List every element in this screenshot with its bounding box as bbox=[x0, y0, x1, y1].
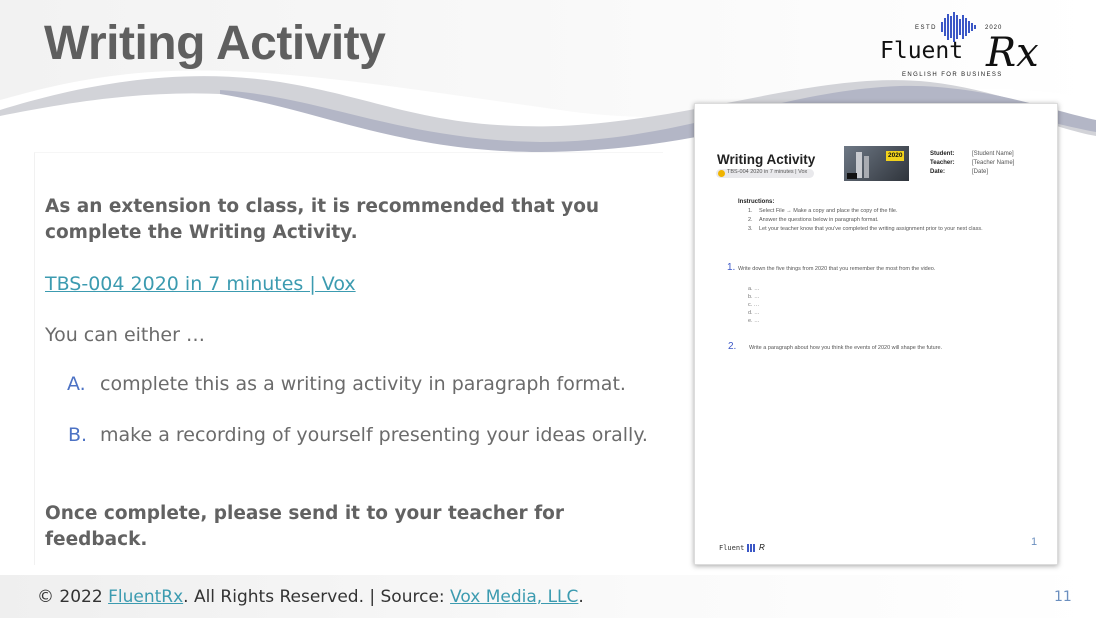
worksheet-badge: TBS-004 2020 in 7 minutes | Vox bbox=[716, 169, 814, 178]
slide-title: Writing Activity bbox=[44, 17, 386, 70]
video-thumbnail-image bbox=[844, 146, 909, 181]
option-b-text: make a recording of yourself presenting your ideas orally. bbox=[100, 424, 648, 446]
badge-dot-icon bbox=[718, 170, 725, 177]
svg-text:ENGLISH FOR BUSINESS: ENGLISH FOR BUSINESS bbox=[902, 72, 1003, 78]
option-a-marker: A. bbox=[67, 373, 86, 395]
content-panel bbox=[34, 152, 663, 565]
either-text: You can either … bbox=[45, 324, 205, 346]
intro-text: As an extension to class, it is recommended that you complete the Writing Activity. bbox=[45, 196, 600, 243]
video-label-box: 2020 bbox=[888, 152, 903, 159]
svg-text:Fluent: Fluent bbox=[880, 38, 964, 64]
slide-page-number: 11 bbox=[1054, 589, 1072, 605]
worksheet-thumbnail[interactable]: Writing Activity TBS-004 2020 in 7 minutes | Vox 2020 Student: Teacher: Date: [Student Name] [Teacher Name] [Date] Instructions: 1. Select File → Make a copy and place the copy of the file. 2. Answer the questions below in paragraph format. 3. Let your teacher know that you've completed the writing assignment prior to your next class. 1. Write down the five things from 2020 that you remember the most from the video. a. … b. … c. … d. … e. … 2. Write a paragraph about how you think the events of 2020 will shape the future. Fluent R 1 bbox=[694, 103, 1058, 565]
svg-text:Rx: Rx bbox=[986, 30, 1039, 76]
svg-text:2020: 2020 bbox=[985, 25, 1003, 31]
footer-copyright: © 2022 FluentRx. All Rights Reserved. | Source: Vox Media, LLC. bbox=[37, 587, 584, 607]
closing-text: Once complete, please send it to your teacher for feedback. bbox=[45, 503, 564, 550]
option-b-marker: B. bbox=[68, 424, 88, 446]
option-a-text: complete this as a writing activity in paragraph format. bbox=[100, 373, 626, 395]
video-link[interactable]: TBS-004 2020 in 7 minutes | Vox bbox=[45, 273, 356, 295]
worksheet-title: Writing Activity bbox=[717, 152, 816, 167]
fluentrx-link[interactable]: FluentRx bbox=[108, 587, 184, 607]
fluentrx-logo bbox=[878, 10, 1074, 80]
svg-text:ESTD: ESTD bbox=[915, 25, 938, 31]
worksheet-page-number: 1 bbox=[1031, 536, 1038, 548]
vox-media-link[interactable]: Vox Media, LLC bbox=[450, 587, 579, 607]
